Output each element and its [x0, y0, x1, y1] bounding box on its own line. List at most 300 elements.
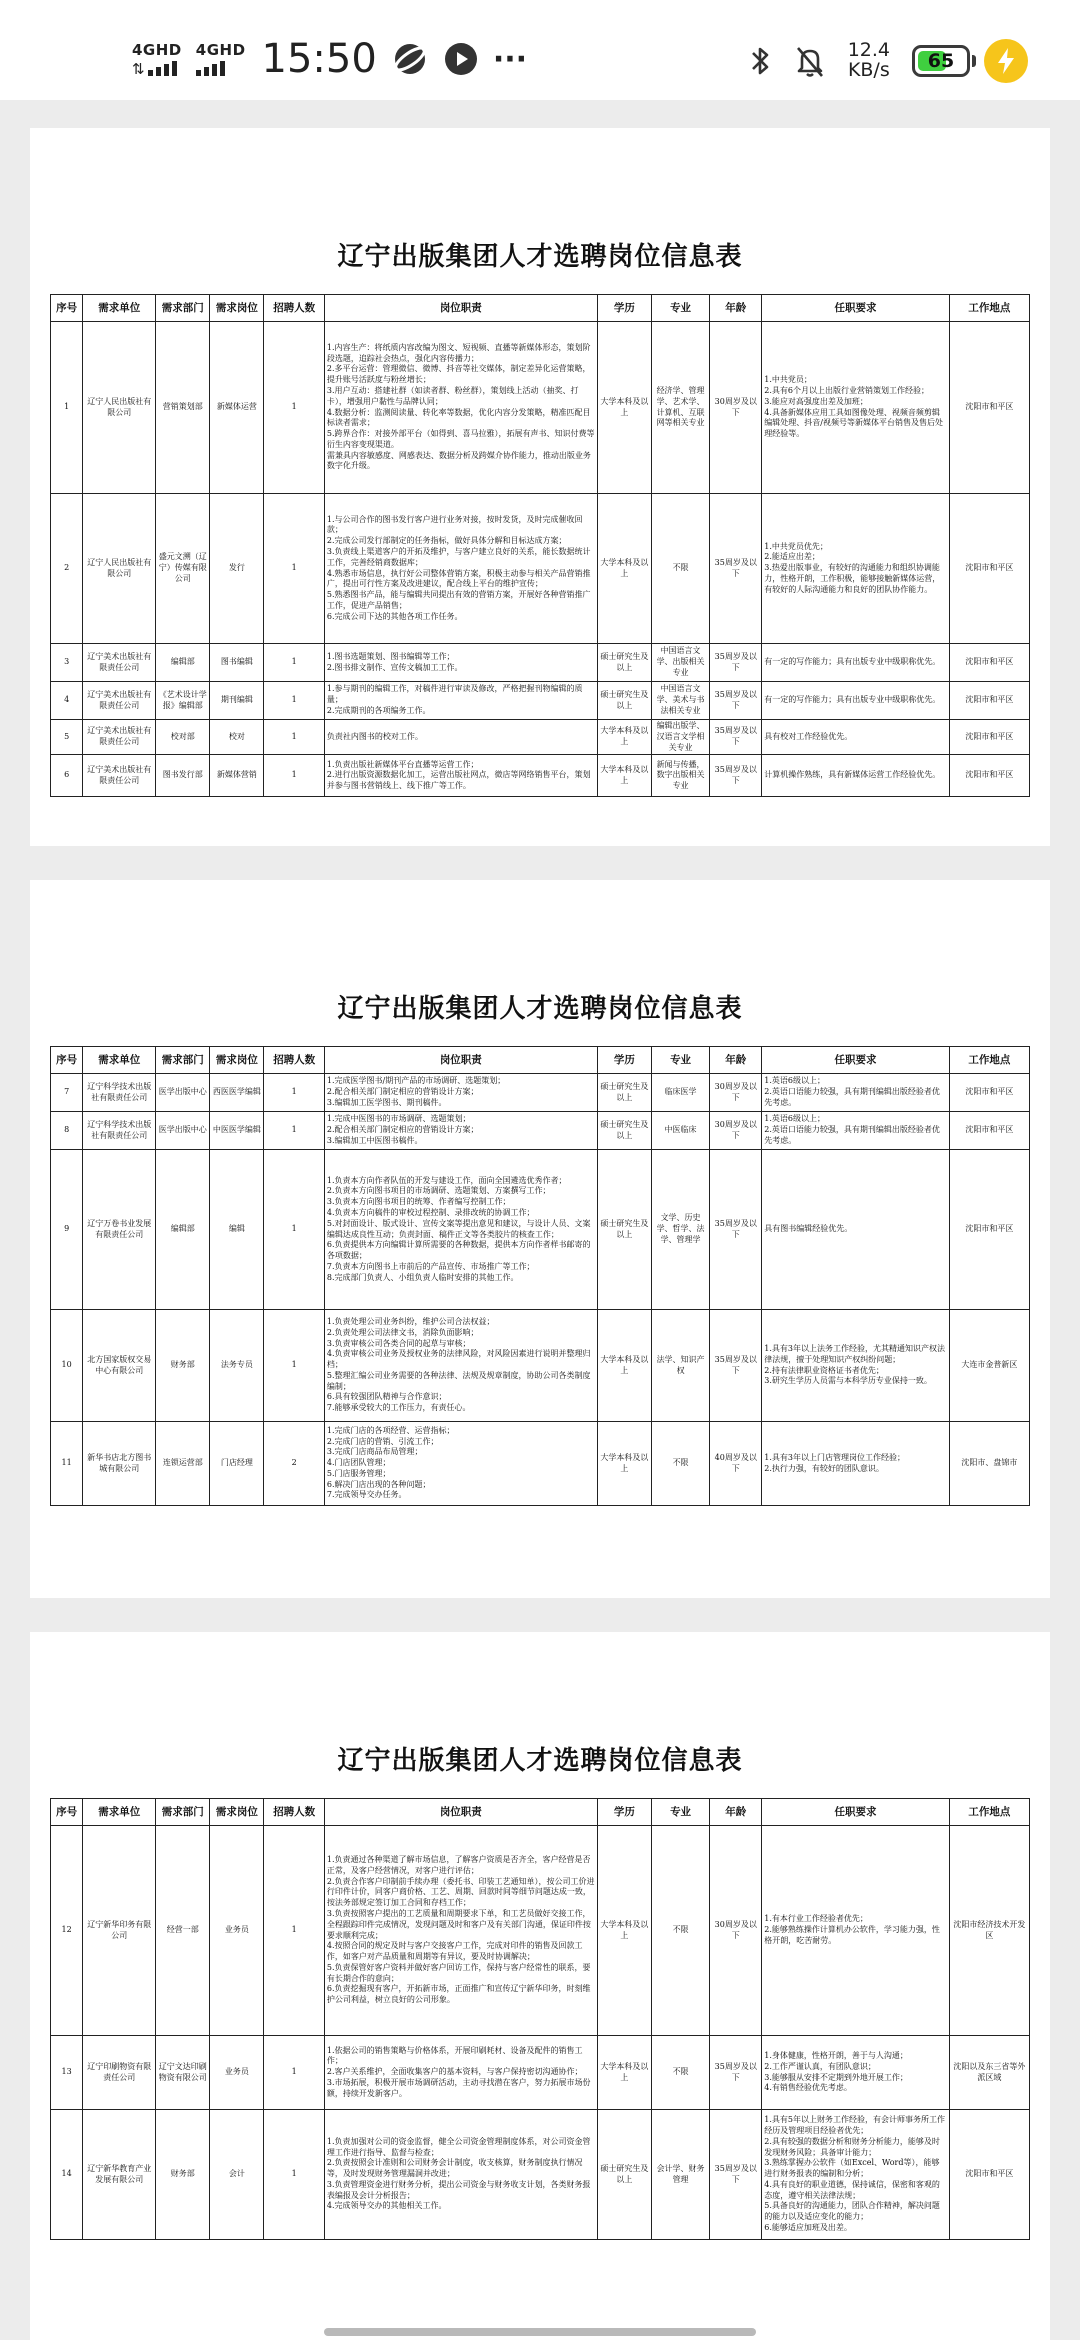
duty-line: 1.内容生产：将纸质内容改编为图文、短视频、直播等新媒体形态，策划阶段选题，追踪社会热点，强化内容传播力； [326, 342, 591, 363]
duty-line: 负责社内图书的校对工作。 [326, 731, 423, 741]
document-page-1 [30, 128, 1050, 846]
req-line: 3.热爱出版事业，有较好的沟通能力和组织协调能力，性格开朗，工作积极，能够接触新媒体运营，有较好的人际沟通能力和良好的团队协作能力。 [764, 563, 941, 594]
req-line: 1.身体健康，性格开朗，善于与人沟通； [764, 2050, 908, 2060]
header-col-post: 需求岗位 [210, 295, 264, 322]
cell-no: 3 [51, 644, 83, 682]
cell-no: 12 [51, 1826, 83, 2036]
cell-age: 30周岁及以下 [710, 1074, 762, 1112]
duty-line: 5.整理汇编公司业务需要的各种法律、法规及规章制度，协助公司各类制度编制； [326, 1370, 591, 1391]
header-col-loc: 工作地点 [949, 1799, 1029, 1826]
cell-dept: 经营一部 [156, 1826, 210, 2036]
req-line: 1.有本行业工作经验者优先； [764, 1914, 868, 1924]
table-header-row [51, 1799, 1030, 1826]
header-col-req: 任职要求 [762, 1799, 949, 1826]
cell-post: 会计 [210, 2110, 264, 2240]
cell-loc: 沈阳市和平区 [949, 1112, 1029, 1150]
header-col-unit: 需求单位 [83, 295, 156, 322]
cell-loc: 沈阳市和平区 [949, 1150, 1029, 1310]
cell-dept: 营销策划部 [156, 322, 210, 494]
duty-line: 1.完成门店的各项经营、运营指标； [326, 1425, 455, 1435]
document-page-2 [30, 880, 1050, 1598]
header-col-req: 任职要求 [762, 1047, 949, 1074]
cell-count: 1 [264, 1826, 324, 2036]
req-line: 2.英语口语能力较强，具有期刊编辑出版经验者优先考虑。 [764, 1087, 940, 1107]
header-col-dept: 需求部门 [156, 1799, 210, 1826]
cell-edu: 大学本科及以上 [597, 1310, 651, 1422]
cell-edu: 大学本科及以上 [597, 2036, 651, 2110]
header-col-dept: 需求部门 [156, 295, 210, 322]
cell-duty [324, 1112, 597, 1150]
req-line: 具有校对工作经验优先。 [764, 731, 853, 741]
cell-count: 1 [264, 2110, 324, 2240]
duty-line: 4.完成领导交办的其他相关工作。 [326, 2201, 447, 2211]
duty-line: 1.负责通过各种渠道了解市场信息，了解客户资质是否齐全，客户经营是否正常，及客户经营情况，对客户进行评估； [326, 1854, 591, 1875]
header-col-duty: 岗位职责 [324, 1799, 597, 1826]
req-line: 4.具有良好的职业道德，保持诚信，保密和客观的态度，遵守相关法律法规； [764, 2179, 940, 2200]
duty-line: 2.图书排文制作、宣传文稿加工工作。 [326, 662, 463, 672]
req-line: 3.能应对高强度出差及加班； [764, 396, 868, 406]
cell-unit: 辽宁人民出版社有限公司 [83, 494, 156, 644]
table-row [51, 1074, 1030, 1112]
status-bar [0, 0, 1080, 100]
duty-line: 8.完成部门负责人、小组负责人临时安排的其他工作。 [326, 1272, 519, 1282]
duty-line: 5.跨界合作：对接外部平台（如得到、喜马拉雅），拓展有声书、知识付费等衍生内容变现渠道。 [326, 429, 595, 449]
duty-line: 3.市场拓展，积极开展市场调研活动，主动寻找潜在客户，努力拓展市场份额，持续开发新客户。 [326, 2077, 591, 2098]
cell-post: 业务员 [210, 1826, 264, 2036]
cell-edu: 硕士研究生及以上 [597, 1112, 651, 1150]
cell-req [762, 494, 949, 644]
cell-req [762, 1826, 949, 2036]
cell-duty [324, 720, 597, 755]
table-row [51, 2110, 1030, 2240]
cell-loc: 大连市金普新区 [949, 1310, 1029, 1422]
cell-req [762, 2036, 949, 2110]
cell-req [762, 1074, 949, 1112]
cell-edu: 大学本科及以上 [597, 1826, 651, 2036]
page-title: 辽宁出版集团人才选聘岗位信息表 [337, 994, 743, 1024]
mobile-signal-2: 4GHD [196, 43, 246, 76]
req-line: 2.执行力强，有较好的团队意识。 [764, 1463, 884, 1473]
duty-line: 3.编辑加工医学图书、期刊稿件。 [326, 1097, 447, 1107]
duty-line: 3.编辑加工中医图书稿件。 [326, 1135, 423, 1145]
cell-duty [324, 2110, 597, 2240]
duty-line: 5.门店服务管理； [326, 1468, 391, 1478]
cell-post: 业务员 [210, 2036, 264, 2110]
cell-req [762, 720, 949, 755]
cell-post: 发行 [210, 494, 264, 644]
duty-line: 2.负责本方向图书项目的市场调研、选题策划、方案撰写工作； [326, 1186, 551, 1196]
duty-line: 2.负责按照会计准则和公司财务会计制度，收支核算，财务制度执行情况等，及时发现财务管理漏洞并改进； [326, 2158, 583, 2179]
duty-line: 4.门店团队管理； [326, 1458, 391, 1468]
duty-line: 2.负责处理公司法律文书，消除负面影响； [326, 1327, 479, 1337]
duty-line: 4.按照合同的规定及时与客户交接客户工作，完成对印件的销售及回款工作，如客户对产品质量和周期等有异议，要及时协调解决； [326, 1941, 583, 1962]
cell-req [762, 1150, 949, 1310]
cell-post: 中医医学编辑 [210, 1112, 264, 1150]
table-row [51, 1150, 1030, 1310]
cell-major: 不限 [651, 1826, 709, 2036]
req-line: 2.能够熟练操作计算机办公软件，学习能力强，性格开朗，吃苦耐劳。 [764, 1925, 940, 1945]
duty-line: 1.完成中医图书的市场调研、选题策划； [326, 1114, 471, 1124]
req-line: 3.熟练掌握办公软件（如Excel、Word等），能够进行财务报表的编制和分析； [764, 2158, 940, 2179]
cell-loc: 沈阳市、盘锦市 [949, 1422, 1029, 1506]
duty-line: 2.配合相关部门制定相应的营销设计方案； [326, 1087, 479, 1097]
header-col-count: 招聘人数 [264, 1047, 324, 1074]
cell-post: 期刊编辑 [210, 682, 264, 720]
cell-count: 1 [264, 644, 324, 682]
cell-loc: 沈阳市和平区 [949, 494, 1029, 644]
duty-line: 2.完成公司发行部制定的任务指标，做好具体分解和目标达成方案； [326, 536, 567, 546]
req-line: 2.能适应出差； [764, 552, 820, 562]
battery-percent: 65 [927, 50, 955, 72]
header-col-no: 序号 [51, 1047, 83, 1074]
clock: 15:50 [261, 36, 377, 82]
table-row [51, 720, 1030, 755]
req-line: 1.英语6级以上； [764, 1114, 826, 1124]
cell-dept: 财务部 [156, 1310, 210, 1422]
cell-unit: 辽宁科学技术出版社有限责任公司 [83, 1074, 156, 1112]
duty-line: 6.完成公司下达的其他各项工作任务。 [326, 611, 463, 621]
duty-line: 3.完成门店商品布局管理； [326, 1447, 423, 1457]
duty-line: 1.负责处理公司业务纠纷，维护公司合法权益； [326, 1316, 495, 1326]
duty-line: 3.用户互动：搭建社群（如读者群、粉丝群），策划线上活动（抽奖、打卡），增强用户黏性与品牌认同； [326, 385, 579, 406]
req-line: 2.英语口语能力较强，具有期刊编辑出版经验者优先考虑。 [764, 1125, 940, 1145]
battery-icon [912, 39, 1028, 83]
job-table [50, 1046, 1030, 1506]
cell-unit: 新华书店北方图书城有限公司 [83, 1422, 156, 1506]
cell-unit: 辽宁新华印务有限公司 [83, 1826, 156, 2036]
req-line: 2.具有6个月以上出版行业营销策划工作经验； [764, 385, 930, 395]
cell-req [762, 682, 949, 720]
header-col-age: 年龄 [710, 1047, 762, 1074]
cell-major: 不限 [651, 1422, 709, 1506]
cell-edu: 大学本科及以上 [597, 322, 651, 494]
header-col-age: 年龄 [710, 295, 762, 322]
cell-duty [324, 1422, 597, 1506]
header-col-edu: 学历 [597, 1799, 651, 1826]
cell-edu: 硕士研究生及以上 [597, 1150, 651, 1310]
duty-line: 2.多平台运营：管理微信、微博、抖音等社交媒体，制定差异化运营策略，提升账号活跃度与粉丝增长； [326, 364, 591, 385]
cell-count: 1 [264, 755, 324, 797]
header-col-loc: 工作地点 [949, 1047, 1029, 1074]
req-line: 具有图书编辑经验优先。 [764, 1224, 853, 1234]
cell-count: 1 [264, 720, 324, 755]
duty-line: 3.负责按照客户提出的工艺质量和周期要求下单，和工艺员做好交接工作，全程跟踪印件完成情况，发现问题及时和客户及有关部门沟通，保证印件按要求顺利完成； [326, 1908, 591, 1940]
cell-edu: 大学本科及以上 [597, 755, 651, 797]
cell-no: 11 [51, 1422, 83, 1506]
duty-line: 2.进行出版资源数据化加工，运营出版社网点，微店等网络销售平台，策划并参与图书营销线上、线下推广等工作。 [326, 770, 591, 791]
duty-line: 1.负责加强对公司的资金监督，健全公司资金管理制度体系，对公司资金管理工作进行指导、监督与检查； [326, 2136, 591, 2157]
duty-line: 6.具有较强团队精神与合作意识； [326, 1392, 447, 1402]
cell-duty [324, 494, 597, 644]
cell-post: 校对 [210, 720, 264, 755]
cell-no: 8 [51, 1112, 83, 1150]
cell-dept: 连锁运营部 [156, 1422, 210, 1506]
header-col-no: 序号 [51, 295, 83, 322]
header-col-major: 专业 [651, 1799, 709, 1826]
cell-duty [324, 682, 597, 720]
table-header-row [51, 1047, 1030, 1074]
duty-line: 4.负责本方向稿件的审校过程控制、录排改统的协调工作； [326, 1207, 535, 1217]
cell-loc: 沈阳市和平区 [949, 720, 1029, 755]
cell-age: 30周岁及以下 [710, 322, 762, 494]
cell-post: 新媒体营销 [210, 755, 264, 797]
duty-line: 4.负责审核公司业务及授权业务的法律风险，对风险因素进行说明并整理归档； [326, 1349, 591, 1370]
duty-line: 2.完成期刊的各项编务工作。 [326, 705, 431, 715]
duty-line: 6.负责提供本方向编辑计算所需要的各种数据，提供本方向作者样书邮寄的各项数据； [326, 1240, 591, 1261]
cell-age: 35周岁及以下 [710, 682, 762, 720]
duty-line: 2.客户关系维护，全面收集客户的基本资料，与客户保持密切沟通协作； [326, 2067, 583, 2077]
cell-loc: 沈阳市和平区 [949, 755, 1029, 797]
req-line: 2.具有较强的数据分析和财务分析能力，能够及时发现财务风险；具备审计能力； [764, 2136, 940, 2157]
duty-line: 1.完成医学图书/期刊产品的市场调研、选题策划； [326, 1076, 506, 1086]
home-indicator[interactable] [324, 2328, 756, 2336]
duty-line: 1.参与期刊的编辑工作，对稿件进行审读及修改，严格把握刊物编辑的质量； [326, 684, 583, 705]
cell-loc: 沈阳市和平区 [949, 322, 1029, 494]
page-title: 辽宁出版集团人才选聘岗位信息表 [337, 242, 743, 272]
req-line: 1.具有5年以上财务工作经验，有会计师事务所工作经历及管理项目经验者优先； [764, 2115, 946, 2135]
cell-major: 不限 [651, 2036, 709, 2110]
cell-age: 35周岁及以下 [710, 644, 762, 682]
job-table [50, 294, 1030, 797]
header-col-major: 专业 [651, 295, 709, 322]
cell-duty [324, 755, 597, 797]
table-row [51, 2036, 1030, 2110]
cell-req [762, 1422, 949, 1506]
cell-major: 中国语言文学、美术与书法相关专业 [651, 682, 709, 720]
cell-age: 35周岁及以下 [710, 1150, 762, 1310]
network-speed: 12.4 KB/s [847, 39, 890, 81]
duty-line: 2.负责合作客户印制前手续办理（委托书、印装工艺通知单），按公司工价进行印件计价，同客户商价格、工艺、周期、回款时间等细节问题达成一致，按法务部规定签订加工合同和存档工作； [326, 1876, 595, 1908]
cell-dept: 编辑部 [156, 1150, 210, 1310]
cell-no: 10 [51, 1310, 83, 1422]
cell-dept: 校对部 [156, 720, 210, 755]
duty-line: 1.图书选题策划、图书编辑等工作； [326, 651, 455, 661]
media-play-icon [443, 41, 479, 77]
cell-no: 1 [51, 322, 83, 494]
req-line: 1.中共党员优先； [764, 541, 828, 551]
req-line: 1.英语6级以上； [764, 1076, 826, 1086]
duty-line: 3.负责审核公司各类合同的起草与审核； [326, 1338, 471, 1348]
cell-no: 5 [51, 720, 83, 755]
cell-req [762, 755, 949, 797]
duty-line: 1.负责出版社新媒体平台直播等运营工作； [326, 759, 479, 769]
cell-no: 7 [51, 1074, 83, 1112]
cell-req [762, 2110, 949, 2240]
cell-count: 1 [264, 682, 324, 720]
mobile-signal-1: 4GHD ⇅ [132, 40, 182, 78]
cell-duty [324, 1826, 597, 2036]
duty-line: 1.与公司合作的图书发行客户进行业务对接，按时发货，及时完成催收回款； [326, 514, 583, 535]
cell-no: 6 [51, 755, 83, 797]
bluetooth-icon [750, 44, 772, 78]
header-col-count: 招聘人数 [264, 1799, 324, 1826]
req-line: 3.能够服从安排不定期到外地开展工作； [764, 2072, 908, 2082]
duty-line: 4.数据分析：监测阅读量、转化率等数据，优化内容分发策略，精准匹配目标读者需求； [326, 407, 591, 428]
header-col-post: 需求岗位 [210, 1047, 264, 1074]
cell-unit: 辽宁美术出版社有限责任公司 [83, 644, 156, 682]
cell-edu: 大学本科及以上 [597, 494, 651, 644]
charging-icon [984, 39, 1028, 83]
cell-dept: 图书发行部 [156, 755, 210, 797]
header-col-duty: 岗位职责 [324, 1047, 597, 1074]
cell-edu: 大学本科及以上 [597, 1422, 651, 1506]
cell-req [762, 1310, 949, 1422]
cell-loc: 沈阳以及东三省等外派区域 [949, 2036, 1029, 2110]
cell-edu: 硕士研究生及以上 [597, 644, 651, 682]
cell-no: 4 [51, 682, 83, 720]
table-row [51, 682, 1030, 720]
duty-line: 7.能够承受较大的工作压力，有责任心。 [326, 1403, 471, 1413]
cell-count: 1 [264, 2036, 324, 2110]
req-line: 计算机操作熟练，具有新媒体运营工作经验优先。 [764, 770, 941, 780]
cell-dept: 医学出版中心 [156, 1112, 210, 1150]
cell-unit: 辽宁人民出版社有限公司 [83, 322, 156, 494]
duty-line: 1.依据公司的销售策略与价格体系，开展印刷耗材、设备及配件的销售工作； [326, 2045, 583, 2066]
cell-no: 13 [51, 2036, 83, 2110]
cell-no: 14 [51, 2110, 83, 2240]
cell-dept: 《艺术设计学报》编辑部 [156, 682, 210, 720]
req-line: 2.工作严谨认真，有团队意识； [764, 2061, 876, 2071]
table-row [51, 1422, 1030, 1506]
cell-edu: 硕士研究生及以上 [597, 2110, 651, 2240]
cell-unit: 辽宁印刷物资有限责任公司 [83, 2036, 156, 2110]
cell-unit: 辽宁美术出版社有限责任公司 [83, 682, 156, 720]
cell-duty [324, 644, 597, 682]
duty-line: 7.完成领导交办任务。 [326, 1490, 407, 1500]
cell-post: 门店经理 [210, 1422, 264, 1506]
cell-edu: 硕士研究生及以上 [597, 1074, 651, 1112]
cell-age: 30周岁及以下 [710, 1826, 762, 2036]
cell-post: 编辑 [210, 1150, 264, 1310]
table-row [51, 1310, 1030, 1422]
duty-line: 需兼具内容敏感度、网感表达、数据分析及跨媒介协作能力，推动出版业务数字化升级。 [326, 450, 591, 471]
mute-bell-icon [794, 44, 826, 78]
req-line: 1.中共党员； [764, 375, 812, 385]
header-col-loc: 工作地点 [949, 295, 1029, 322]
req-line: 4.具备新媒体应用工具如图像处理、视频音频剪辑编辑处理、抖音/视频号等新媒体平台销售及售后处理经验等。 [764, 407, 943, 439]
cell-unit: 辽宁万卷书业发展有限责任公司 [83, 1150, 156, 1310]
cell-unit: 辽宁新华教育产业发展有限公司 [83, 2110, 156, 2240]
duty-line: 5.负责保管好客户资料并做好客户回访工作，保持与客户经常性的联系，要有长期合作的意向； [326, 1962, 591, 1983]
req-line: 有一定的写作能力；具有出版专业中级职称优先。 [764, 695, 941, 705]
req-line: 1.具有3年以上法务工作经验，尤其精通知识产权法律法规，擅于处理知识产权纠纷问题； [764, 1343, 946, 1364]
cell-req [762, 644, 949, 682]
cell-post: 西医医学编辑 [210, 1074, 264, 1112]
cell-unit: 辽宁美术出版社有限责任公司 [83, 755, 156, 797]
cell-count: 1 [264, 1074, 324, 1112]
req-line: 3.研究生学历人员需与本科学历专业保持一致。 [764, 1376, 932, 1386]
cell-dept: 辽宁文达印刷物资有限公司 [156, 2036, 210, 2110]
header-col-unit: 需求单位 [83, 1047, 156, 1074]
duty-line: 6.解决门店出现的各种问题； [326, 1479, 431, 1489]
cell-age: 40周岁及以下 [710, 1422, 762, 1506]
cell-major: 文学、历史学、哲学、法学、管理学 [651, 1150, 709, 1310]
table-row [51, 322, 1030, 494]
cell-no: 9 [51, 1150, 83, 1310]
cell-major: 不限 [651, 494, 709, 644]
cell-req [762, 322, 949, 494]
cell-unit: 北方国家版权交易中心有限公司 [83, 1310, 156, 1422]
cell-loc: 沈阳市和平区 [949, 644, 1029, 682]
cell-age: 35周岁及以下 [710, 494, 762, 644]
duty-line: 5.熟悉图书产品，能与编辑共同提出有效的营销方案，开展好各种营销推广工作，促进产品销售； [326, 590, 591, 610]
cell-loc: 沈阳市和平区 [949, 682, 1029, 720]
cell-major: 临床医学 [651, 1074, 709, 1112]
cell-age: 35周岁及以下 [710, 755, 762, 797]
header-col-no: 序号 [51, 1799, 83, 1826]
cell-edu: 大学本科及以上 [597, 720, 651, 755]
table-header-row [51, 295, 1030, 322]
duty-line: 2.完成门店的营销、引流工作； [326, 1436, 439, 1446]
duty-line: 1.负责本方向作者队伍的开发与建设工作，面向全国遴选优秀作者； [326, 1175, 567, 1185]
header-col-major: 专业 [651, 1047, 709, 1074]
duty-line: 3.负责线上渠道客户的开拓及维护，与客户建立良好的关系，能长数据统计工作，完善经销商数据库； [326, 546, 591, 567]
header-col-req: 任职要求 [762, 295, 949, 322]
duty-line: 3.负责本方向图书项目的统筹、作者编写控制工作； [326, 1197, 511, 1207]
cell-major: 法学、知识产权 [651, 1310, 709, 1422]
cell-age: 35周岁及以下 [710, 2036, 762, 2110]
cell-age: 35周岁及以下 [710, 720, 762, 755]
table-row [51, 755, 1030, 797]
cell-duty [324, 2036, 597, 2110]
cell-age: 35周岁及以下 [710, 2110, 762, 2240]
table-row [51, 644, 1030, 682]
cell-count: 1 [264, 1112, 324, 1150]
more-notifications-icon: ··· [492, 41, 528, 77]
table-row [51, 1112, 1030, 1150]
req-line: 2.持有法律职业资格证书者优先； [764, 1365, 884, 1375]
cell-count: 1 [264, 322, 324, 494]
document-page-3 [30, 1632, 1050, 2340]
cell-req [762, 1112, 949, 1150]
table-row [51, 1826, 1030, 2036]
duty-line: 3.负责管理资金进行财务分析，提出公司资金与财务收支计划，各类财务报表编报及会计分析报告； [326, 2179, 591, 2200]
header-col-duty: 岗位职责 [324, 295, 597, 322]
header-col-edu: 学历 [597, 295, 651, 322]
duty-line: 4.熟悉市场信息，执行好公司整体营销方案，积极主动参与相关产品营销推广，提出可行性方案及改进建议，配合线上平台的维护宣传； [326, 568, 591, 589]
cell-duty [324, 1150, 597, 1310]
duty-line: 6.负责挖掘现有客户，开拓新市场，正面推广和宣传辽宁新华印务，时刻维护公司利益，树立良好的公司形象。 [326, 1984, 591, 2005]
cell-duty [324, 322, 597, 494]
cell-major: 会计学、财务管理 [651, 2110, 709, 2240]
job-table [50, 1798, 1030, 2240]
cell-count: 1 [264, 494, 324, 644]
duty-line: 7.负责本方向图书上市前后的产品宣传、市场推广等工作； [326, 1261, 535, 1271]
cell-major: 中医临床 [651, 1112, 709, 1150]
page-title: 辽宁出版集团人才选聘岗位信息表 [337, 1746, 743, 1776]
cell-dept: 盛元文溯（辽宁）传媒有限公司 [156, 494, 210, 644]
req-line: 1.具有3年以上门店管理岗位工作经验； [764, 1452, 906, 1462]
cell-edu: 硕士研究生及以上 [597, 682, 651, 720]
cell-major: 新闻与传播，数字出版相关专业 [651, 755, 709, 797]
cell-loc: 沈阳市和平区 [949, 2110, 1029, 2240]
req-line: 4.有销售经验优先考虑。 [764, 2083, 852, 2093]
cell-unit: 辽宁科学技术出版社有限责任公司 [83, 1112, 156, 1150]
cell-dept: 医学出版中心 [156, 1074, 210, 1112]
cell-loc: 沈阳市经济技术开发区 [949, 1826, 1029, 2036]
cell-duty [324, 1310, 597, 1422]
cell-dept: 财务部 [156, 2110, 210, 2240]
req-line: 6.能够适应加班及出差。 [764, 2223, 852, 2233]
cell-age: 30周岁及以下 [710, 1112, 762, 1150]
cell-count: 2 [264, 1422, 324, 1506]
cell-dept: 编辑部 [156, 644, 210, 682]
duty-line: 2.配合相关部门制定相应的营销设计方案； [326, 1125, 479, 1135]
req-line: 有一定的写作能力；具有出版专业中级职称优先。 [764, 657, 941, 667]
cell-major: 经济学、管理学、艺术学、计算机、互联网等相关专业 [651, 322, 709, 494]
cell-no: 2 [51, 494, 83, 644]
cell-post: 法务专员 [210, 1310, 264, 1422]
